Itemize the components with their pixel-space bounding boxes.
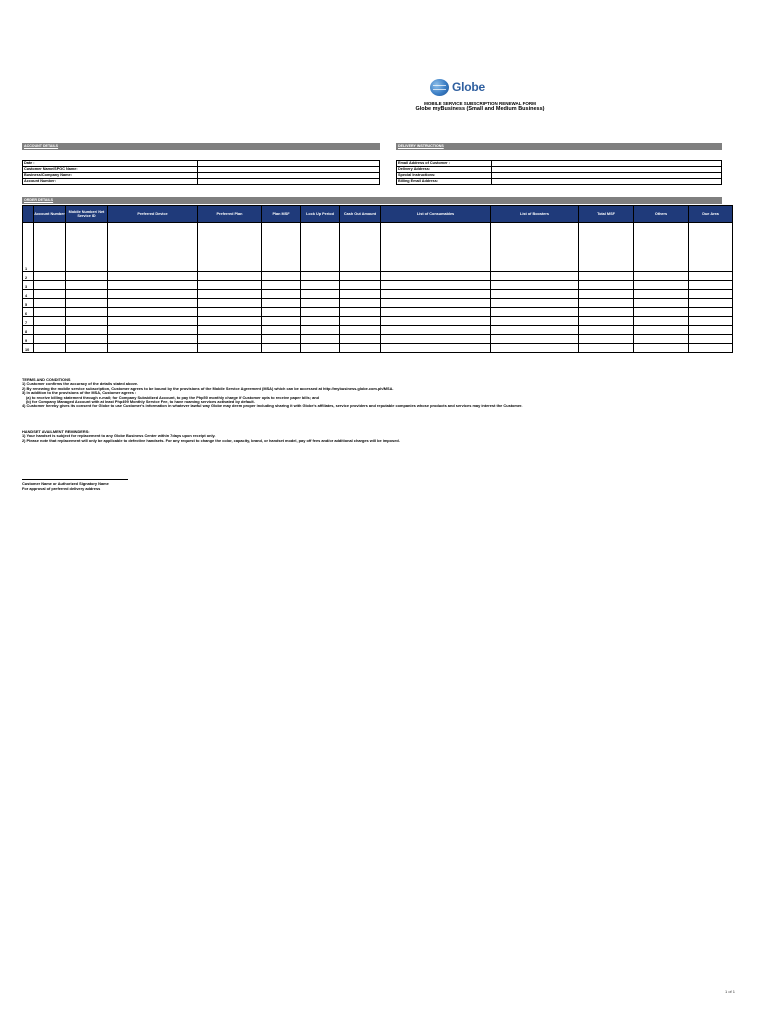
col-header: Mobile Number/ Net Service ID bbox=[66, 206, 108, 223]
delivery-field-row bbox=[397, 179, 722, 185]
order-cell[interactable] bbox=[340, 281, 381, 290]
order-cell[interactable] bbox=[34, 326, 66, 335]
order-cell[interactable] bbox=[340, 308, 381, 317]
order-cell[interactable] bbox=[689, 344, 733, 353]
order-cell[interactable] bbox=[301, 272, 340, 281]
order-cell[interactable] bbox=[491, 290, 579, 299]
order-cell[interactable] bbox=[198, 344, 262, 353]
terms-line: (a) to receive billing statement through e-mail; for Company Subsidized Account, to pay the Php50 monthly charge if Customer opts to receive paper bills; and bbox=[26, 394, 319, 400]
order-cell[interactable] bbox=[66, 335, 108, 344]
col-header: Preferred Device bbox=[108, 206, 198, 223]
order-cell[interactable] bbox=[66, 317, 108, 326]
col-header: Cash Out Amount bbox=[340, 206, 381, 223]
order-cell[interactable] bbox=[198, 335, 262, 344]
order-cell[interactable] bbox=[34, 308, 66, 317]
order-cell[interactable] bbox=[381, 223, 491, 272]
order-cell[interactable] bbox=[689, 272, 733, 281]
order-cell[interactable] bbox=[579, 344, 634, 353]
order-cell[interactable] bbox=[262, 299, 301, 308]
order-cell[interactable] bbox=[34, 317, 66, 326]
order-cell[interactable] bbox=[198, 317, 262, 326]
order-cell[interactable] bbox=[66, 344, 108, 353]
row-number: 9 bbox=[23, 335, 34, 344]
order-cell[interactable] bbox=[108, 344, 198, 353]
order-cell[interactable] bbox=[491, 308, 579, 317]
order-cell[interactable] bbox=[66, 290, 108, 299]
form-subtitle: Globe myBusiness (Small and Medium Business) bbox=[415, 106, 545, 112]
order-cell[interactable] bbox=[634, 223, 689, 272]
col-header: Others bbox=[634, 206, 689, 223]
order-cell[interactable] bbox=[108, 290, 198, 299]
order-cell[interactable] bbox=[108, 335, 198, 344]
order-cell[interactable] bbox=[381, 290, 491, 299]
order-cell[interactable] bbox=[340, 223, 381, 272]
row-number: 5 bbox=[23, 299, 34, 308]
order-cell[interactable] bbox=[34, 344, 66, 353]
order-cell[interactable] bbox=[491, 317, 579, 326]
terms-section bbox=[22, 378, 522, 409]
field-label: Email Address of Customer : bbox=[397, 161, 492, 167]
field-label: Business/Company Name: bbox=[23, 173, 198, 179]
delivery-instructions-heading: DELIVERY INSTRUCTIONS bbox=[398, 144, 444, 148]
order-cell[interactable] bbox=[634, 272, 689, 281]
terms-line: (b) for Company Managed Account with at least Php499 Monthly Service Fee, to have roaming services activated by default. bbox=[26, 398, 255, 404]
order-cell[interactable] bbox=[491, 272, 579, 281]
order-cell[interactable] bbox=[34, 299, 66, 308]
order-cell[interactable] bbox=[34, 281, 66, 290]
order-cell[interactable] bbox=[262, 272, 301, 281]
order-cell[interactable] bbox=[689, 317, 733, 326]
order-cell[interactable] bbox=[340, 317, 381, 326]
order-cell[interactable] bbox=[198, 299, 262, 308]
order-cell[interactable] bbox=[34, 335, 66, 344]
row-number: 4 bbox=[23, 290, 34, 299]
order-cell[interactable] bbox=[579, 326, 634, 335]
form-title: MOBILE SERVICE SUBSCRIPTION RENEWAL FORM bbox=[424, 101, 536, 106]
delivery-instructions-table bbox=[396, 160, 722, 185]
order-cell[interactable] bbox=[301, 326, 340, 335]
order-cell[interactable] bbox=[491, 344, 579, 353]
order-cell[interactable] bbox=[381, 308, 491, 317]
reminders-section bbox=[22, 430, 400, 443]
order-cell[interactable] bbox=[340, 335, 381, 344]
order-cell[interactable] bbox=[634, 281, 689, 290]
signature-line[interactable] bbox=[22, 479, 128, 480]
col-header: List of Consumables bbox=[381, 206, 491, 223]
order-cell[interactable] bbox=[634, 317, 689, 326]
order-cell[interactable] bbox=[66, 223, 108, 272]
order-cell[interactable] bbox=[689, 326, 733, 335]
order-cell[interactable] bbox=[579, 272, 634, 281]
globe-logo bbox=[430, 78, 510, 98]
order-header-row bbox=[23, 206, 733, 223]
order-details-heading: ORDER DETAILS bbox=[24, 198, 54, 202]
order-row bbox=[23, 290, 733, 299]
col-header bbox=[23, 206, 34, 223]
reminders-line: 2) Please note that replacement will only be applicable to defective handsets. For any request to change the color, capacity, brand, or handset model, pay off fees and/or additional charges will be imposed. bbox=[22, 437, 400, 443]
billing-email-field[interactable] bbox=[491, 179, 721, 185]
order-cell[interactable] bbox=[262, 335, 301, 344]
order-row bbox=[23, 281, 733, 290]
order-cell[interactable] bbox=[491, 299, 579, 308]
order-row bbox=[23, 299, 733, 308]
order-cell[interactable] bbox=[579, 281, 634, 290]
order-cell[interactable] bbox=[634, 326, 689, 335]
col-header: Preferred Plan bbox=[198, 206, 262, 223]
field-label: Date : bbox=[23, 161, 198, 167]
order-cell[interactable] bbox=[262, 326, 301, 335]
account-details-bar bbox=[22, 143, 380, 150]
order-cell[interactable] bbox=[198, 326, 262, 335]
order-rows bbox=[23, 223, 733, 353]
order-cell[interactable] bbox=[689, 223, 733, 272]
order-cell[interactable] bbox=[262, 290, 301, 299]
order-cell[interactable] bbox=[381, 299, 491, 308]
field-label: Customer Name/SPOC Name: bbox=[23, 167, 198, 173]
order-cell[interactable] bbox=[301, 335, 340, 344]
terms-line: 1) Customer confirms the accuracy of the details stated above. bbox=[22, 381, 139, 387]
order-cell[interactable] bbox=[689, 299, 733, 308]
order-cell[interactable] bbox=[66, 299, 108, 308]
col-header: Lock Up Period bbox=[301, 206, 340, 223]
row-number: 3 bbox=[23, 281, 34, 290]
order-cell[interactable] bbox=[262, 223, 301, 272]
field-label: Delivery Address: bbox=[397, 167, 492, 173]
order-cell[interactable] bbox=[634, 335, 689, 344]
order-cell[interactable] bbox=[491, 281, 579, 290]
order-cell[interactable] bbox=[108, 281, 198, 290]
order-cell[interactable] bbox=[491, 223, 579, 272]
order-cell[interactable] bbox=[689, 335, 733, 344]
reminders-line: 1) Your handset is subject for replacement to any Globe Business Center within 7days upon receipt only. bbox=[22, 433, 216, 439]
order-cell[interactable] bbox=[198, 308, 262, 317]
field-label: Special Instructions: bbox=[397, 173, 492, 179]
order-cell[interactable] bbox=[381, 317, 491, 326]
order-cell[interactable] bbox=[198, 290, 262, 299]
terms-heading: TERMS AND CONDITIONS bbox=[22, 377, 71, 382]
order-cell[interactable] bbox=[634, 308, 689, 317]
order-cell[interactable] bbox=[108, 223, 198, 272]
order-row bbox=[23, 344, 733, 353]
order-cell[interactable] bbox=[108, 299, 198, 308]
col-header: Total MSF bbox=[579, 206, 634, 223]
field-label: Billing Email Address: bbox=[397, 179, 492, 185]
row-number: 7 bbox=[23, 317, 34, 326]
order-cell[interactable] bbox=[634, 299, 689, 308]
order-row bbox=[23, 326, 733, 335]
order-cell[interactable] bbox=[340, 344, 381, 353]
order-cell[interactable] bbox=[198, 281, 262, 290]
order-cell[interactable] bbox=[262, 317, 301, 326]
order-cell[interactable] bbox=[340, 272, 381, 281]
order-cell[interactable] bbox=[689, 281, 733, 290]
account-details-heading: ACCOUNT DETAILS bbox=[24, 144, 59, 148]
terms-line: 4) Customer hereby gives its consent for Globe to use Customer's information in whatever lawful way Globe may deem proper including sharing it with Globe's affiliates, service providers and reputable companies whose products and services may interest the Customer. bbox=[22, 403, 523, 409]
row-number: 8 bbox=[23, 326, 34, 335]
order-details-table bbox=[22, 205, 733, 353]
signature-note: For approval of preferred delivery address bbox=[22, 486, 101, 491]
order-cell[interactable] bbox=[34, 223, 66, 272]
col-header: Plan MSF bbox=[262, 206, 301, 223]
terms-line: 2) By renewing the mobile service subscription, Customer agrees to be bound by the provisions of the Mobile Service Agreement (MSA) which can be accessed at http://mybusiness.globe.com.ph/MSA. bbox=[22, 385, 394, 391]
col-header: Due Area bbox=[689, 206, 733, 223]
order-cell[interactable] bbox=[634, 290, 689, 299]
col-header: Account Number bbox=[34, 206, 66, 223]
logo-text: Globe bbox=[452, 80, 486, 94]
order-cell[interactable] bbox=[689, 308, 733, 317]
order-cell[interactable] bbox=[491, 335, 579, 344]
order-cell[interactable] bbox=[108, 272, 198, 281]
order-cell[interactable] bbox=[579, 223, 634, 272]
order-cell[interactable] bbox=[108, 308, 198, 317]
order-row bbox=[23, 317, 733, 326]
order-cell[interactable] bbox=[579, 317, 634, 326]
col-header: List of Boosters bbox=[491, 206, 579, 223]
order-cell[interactable] bbox=[108, 326, 198, 335]
account-field-row bbox=[23, 179, 380, 185]
account-number-field[interactable] bbox=[197, 179, 379, 185]
order-cell[interactable] bbox=[340, 290, 381, 299]
order-cell[interactable] bbox=[381, 281, 491, 290]
order-cell[interactable] bbox=[301, 317, 340, 326]
account-details-table bbox=[22, 160, 380, 185]
order-cell[interactable] bbox=[34, 290, 66, 299]
row-number: 6 bbox=[23, 308, 34, 317]
order-cell[interactable] bbox=[689, 290, 733, 299]
order-cell[interactable] bbox=[579, 335, 634, 344]
order-row bbox=[23, 272, 733, 281]
order-cell[interactable] bbox=[491, 326, 579, 335]
globe-logo-icon bbox=[430, 79, 449, 96]
terms-line: 3) In addition to the provisions of the MSA, Customer agrees : bbox=[22, 390, 137, 396]
order-cell[interactable] bbox=[262, 281, 301, 290]
order-row bbox=[23, 308, 733, 317]
order-cell[interactable] bbox=[66, 272, 108, 281]
order-cell[interactable] bbox=[381, 272, 491, 281]
delivery-instructions-bar bbox=[396, 143, 722, 150]
order-cell[interactable] bbox=[301, 281, 340, 290]
order-cell[interactable] bbox=[301, 308, 340, 317]
order-cell[interactable] bbox=[34, 272, 66, 281]
order-cell[interactable] bbox=[381, 344, 491, 353]
order-cell[interactable] bbox=[579, 290, 634, 299]
order-cell[interactable] bbox=[198, 223, 262, 272]
order-cell[interactable] bbox=[66, 326, 108, 335]
order-cell[interactable] bbox=[634, 344, 689, 353]
row-number: 2 bbox=[23, 272, 34, 281]
order-cell[interactable] bbox=[262, 344, 301, 353]
order-cell[interactable] bbox=[198, 272, 262, 281]
order-row bbox=[23, 223, 733, 272]
order-cell[interactable] bbox=[381, 326, 491, 335]
order-row bbox=[23, 335, 733, 344]
order-details-bar bbox=[22, 197, 722, 204]
order-cell[interactable] bbox=[579, 308, 634, 317]
order-cell[interactable] bbox=[301, 344, 340, 353]
order-cell[interactable] bbox=[66, 281, 108, 290]
order-cell[interactable] bbox=[301, 290, 340, 299]
order-cell[interactable] bbox=[262, 308, 301, 317]
reminders-heading: HANDSET AVAILMENT REMINDERS: bbox=[22, 429, 90, 434]
field-label: Account Number: bbox=[23, 179, 198, 185]
page-number: 1 of 1 bbox=[725, 989, 736, 994]
order-cell[interactable] bbox=[340, 299, 381, 308]
row-number: 10 bbox=[23, 344, 34, 353]
order-cell[interactable] bbox=[66, 308, 108, 317]
order-cell[interactable] bbox=[301, 299, 340, 308]
order-cell[interactable] bbox=[340, 326, 381, 335]
row-number: 1 bbox=[23, 223, 34, 272]
signature-label: Customer Name or Authorized Signatory Name bbox=[22, 481, 109, 486]
order-cell[interactable] bbox=[579, 299, 634, 308]
order-cell[interactable] bbox=[108, 317, 198, 326]
order-cell[interactable] bbox=[381, 335, 491, 344]
order-cell[interactable] bbox=[301, 223, 340, 272]
